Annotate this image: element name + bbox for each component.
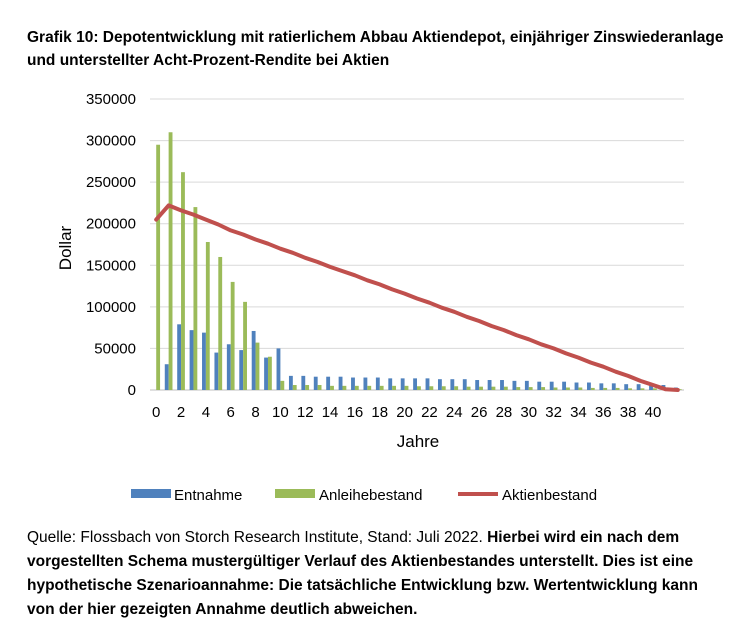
bar-entnahme [475,380,479,390]
legend-swatch-anleihebestand [275,489,315,498]
bar-entnahme [624,384,628,390]
bar-entnahme [376,378,380,390]
x-tick-label: 24 [445,404,463,421]
bar-entnahme [488,380,492,390]
chart-title: Grafik 10: Depotentwicklung mit ratierlichem Abbau Aktiendepot, einjähriger Zinswiederanlage und unterstellter Acht-Prozent-Rendite bei Aktien [27,29,724,69]
x-tick-label: 38 [619,404,637,421]
legend-label-entnahme: Entnahme [174,487,243,504]
bar-anleihebestand [280,381,284,390]
x-tick-label: 2 [176,404,186,421]
x-tick-label: 30 [520,404,538,421]
bar-entnahme [612,383,616,390]
y-tick-label: 200000 [85,215,136,233]
bar-anleihebestand [616,388,620,390]
y-tick-label: 50000 [94,340,136,358]
x-tick-label: 4 [201,404,211,421]
x-axis-label: Jahre [396,432,440,451]
bar-anleihebestand [479,387,483,390]
bar-entnahme [450,379,454,390]
bar-entnahme [289,376,293,390]
y-tick-label: 0 [127,382,136,399]
bar-anleihebestand [492,387,496,390]
bar-entnahme [537,382,541,390]
y-axis [86,91,136,399]
bars [156,132,681,390]
bar-entnahme [463,379,467,390]
bar-anleihebestand [454,386,458,390]
bar-entnahme [214,353,218,390]
bar-anleihebestand [405,386,409,390]
bar-entnahme [500,380,504,390]
bar-entnahme [252,331,256,390]
bar-entnahme [351,378,355,390]
bar-entnahme [413,378,417,390]
bar-entnahme [550,382,554,390]
x-tick-label: 10 [272,404,289,421]
legend-label-anleihebestand: Anleihebestand [319,487,423,504]
bar-anleihebestand [206,242,210,390]
bar-anleihebestand [342,386,346,390]
bar-entnahme [438,379,442,390]
bar-entnahme [264,358,268,390]
bar-anleihebestand [305,385,309,390]
bar-entnahme [339,377,343,390]
bar-anleihebestand [516,387,520,390]
x-tick-label: 40 [644,404,662,421]
bar-anleihebestand [293,385,297,390]
bar-anleihebestand [156,145,160,390]
bar-entnahme [512,381,516,390]
x-tick-label: 34 [570,404,587,421]
bar-anleihebestand [603,388,607,390]
x-tick-label: 18 [371,404,389,421]
bar-entnahme [575,383,579,390]
bar-anleihebestand [417,386,421,390]
y-axis-label: Dollar [56,225,75,271]
bar-anleihebestand [541,387,545,390]
x-tick-label: 28 [495,404,513,421]
bar-anleihebestand [318,385,322,390]
bar-anleihebestand [181,172,185,390]
bar-entnahme [202,333,206,390]
bar-anleihebestand [504,387,508,390]
bar-anleihebestand [591,388,595,390]
x-tick-label: 12 [296,404,314,421]
legend-swatch-entnahme [131,489,171,498]
x-tick-label: 32 [545,404,562,421]
bar-anleihebestand [429,386,433,390]
bar-entnahme [177,324,181,390]
legend [131,487,597,504]
y-tick-label: 250000 [85,174,136,192]
bar-anleihebestand [392,386,396,390]
bar-anleihebestand [566,388,570,390]
x-tick-label: 14 [321,404,339,421]
bar-entnahme [190,330,194,390]
bar-anleihebestand [330,386,334,390]
bar-entnahme [587,383,591,390]
y-tick-label: 100000 [85,298,136,316]
bar-entnahme [239,350,243,390]
source-text: Quelle: Flossbach von Storch Research Institute, Stand: Juli 2022. [27,529,488,546]
bar-anleihebestand [367,386,371,390]
bar-anleihebestand [653,388,657,390]
bar-entnahme [525,381,529,390]
bar-entnahme [165,364,169,390]
bar-entnahme [562,382,566,390]
bar-entnahme [637,384,641,390]
y-tick-label: 300000 [85,132,136,150]
x-tick-label: 8 [251,404,260,421]
bar-anleihebestand [256,343,260,390]
x-tick-label: 20 [396,404,413,421]
bar-entnahme [227,344,231,390]
bar-anleihebestand [169,132,173,390]
bar-anleihebestand [529,387,533,390]
bar-anleihebestand [641,388,645,390]
x-tick-label: 6 [226,404,235,421]
bar-anleihebestand [231,282,235,390]
bar-anleihebestand [218,257,222,390]
x-axis [152,404,661,421]
bar-anleihebestand [467,387,471,390]
source-note [27,526,727,622]
bar-anleihebestand [193,207,197,390]
bar-anleihebestand [442,386,446,390]
x-tick-label: 16 [346,404,364,421]
bar-entnahme [326,377,330,390]
legend-label-aktienbestand: Aktienbestand [502,487,598,504]
bar-anleihebestand [355,386,359,390]
bar-entnahme [401,378,405,390]
source-disclaimer: Hierbei wird ein nach dem vorgestellten Schema mustergültiger Verlauf des Aktienbestandes unterstellt. Dies ist eine hypothetische Szenarioannahme: Die tatsächliche Entwicklung bzw. Wertentwicklung kann von der hier gezeigten Annahme deutlich abweichen. [27,529,698,618]
bar-anleihebestand [554,388,558,390]
bar-anleihebestand [243,302,247,390]
x-tick-label: 36 [594,404,612,421]
bar-entnahme [599,383,603,390]
bar-anleihebestand [268,357,272,390]
bar-anleihebestand [628,388,632,390]
bar-entnahme [388,378,392,390]
x-tick-label: 26 [470,404,488,421]
bar-entnahme [426,378,430,390]
bar-anleihebestand [380,386,384,390]
bar-anleihebestand [578,388,582,390]
bar-entnahme [301,376,305,390]
y-tick-label: 150000 [85,257,136,275]
y-tick-label: 350000 [85,91,136,108]
bar-entnahme [277,348,281,390]
x-tick-label: 0 [152,404,161,421]
bar-entnahme [363,378,367,390]
x-tick-label: 22 [421,404,438,421]
bar-entnahme [314,377,318,390]
